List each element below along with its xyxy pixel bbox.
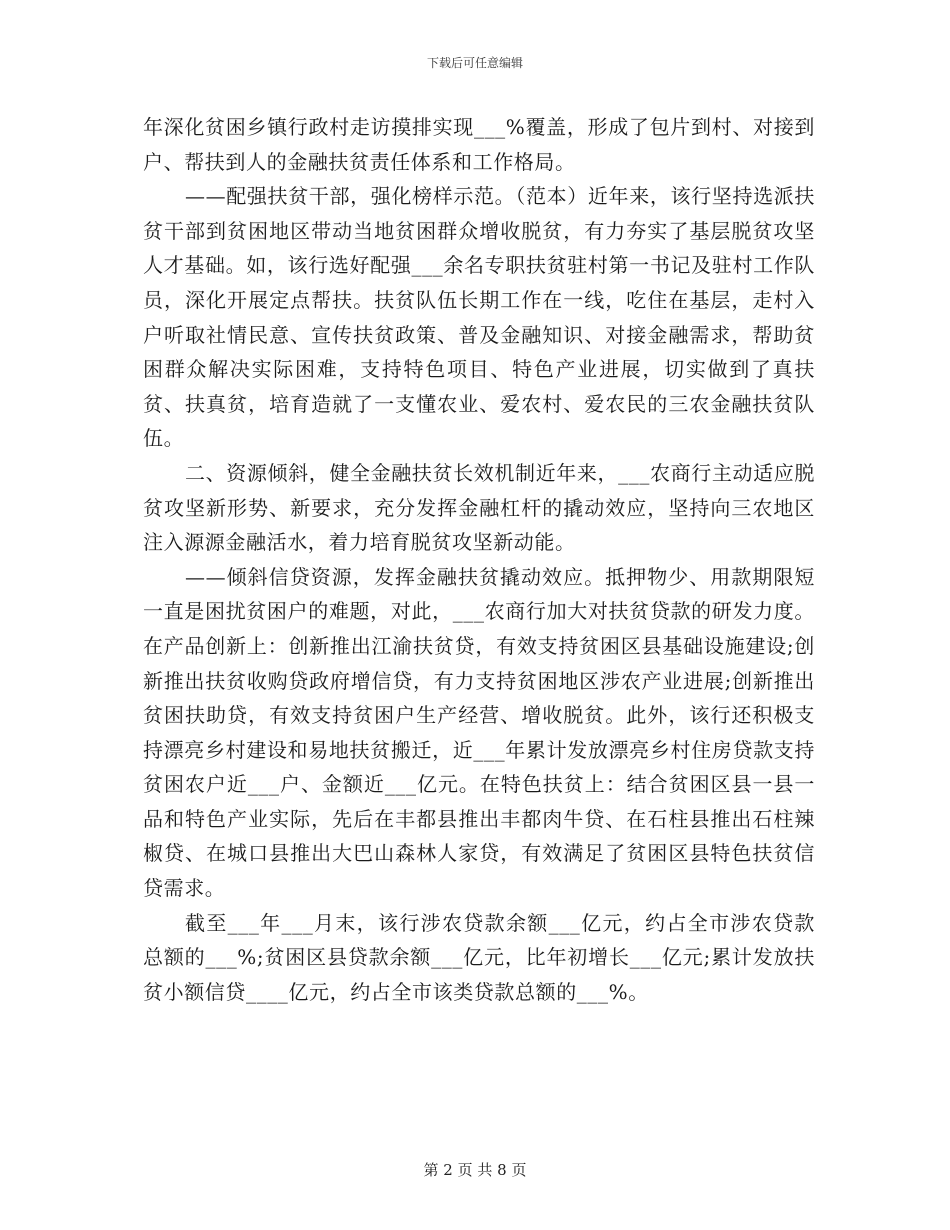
page-footer: 第 2 页 共 8 页 <box>423 1161 527 1179</box>
paragraph-4: ——倾斜信贷资源，发挥金融扶贫撬动效应。抵押物少、用款期限短一直是困扰贫困户的难题，对此，___农商行加大对扶贫贷款的研发力度。在产品创新上：创新推出江渝扶贫贷，有效支持贫困区县基础设施建设;创新推出扶贫收购贷政府增信贷，有力支持贫困地区涉农产业进展;创新推出贫困扶助贷，有效支持贫困户生产经营、增收脱贫。此外，该行还积极支持漂亮乡村建设和易地扶贫搬迁，近___年累计发放漂亮乡村住房贷款支持贫困农户近___户、金额近___亿元。在特色扶贫上：结合贫困区县一县一品和特色产业实际，先后在丰都县推出丰都肉牛贷、在石柱县推出石柱辣椒贷、在城口县推出大巴山森林人家贷，有效满足了贫困区县特色扶贫信贷需求。 <box>143 564 815 901</box>
page-header: 下载后可任意编辑 <box>426 56 523 70</box>
paragraph-5: 截至___年___月末，该行涉农贷款余额___亿元，约占全市涉农贷款总额的___%;贫困区县贷款余额___亿元，比年初增长___亿元;累计发放扶贫小额信贷____亿元，约占全市该类贷款总额的___%。 <box>143 910 815 1004</box>
paragraph-1: 年深化贫困乡镇行政村走访摸排实现___%覆盖，形成了包片到村、对接到户、帮扶到人的金融扶贫责任体系和工作格局。 <box>143 115 815 174</box>
document-body <box>143 110 815 1009</box>
paragraph-3: 二、资源倾斜，健全金融扶贫长效机制近年来，___农商行主动适应脱贫攻坚新形势、新要求，充分发挥金融杠杆的撬动效应，坚持向三农地区注入源源金融活水，着力培育脱贫攻坚新动能。 <box>143 460 815 555</box>
paragraph-2: ——配强扶贫干部，强化榜样示范。（范本）近年来，该行坚持选派扶贫干部到贫困地区带动当地贫困群众增收脱贫，有力夯实了基层脱贫攻坚人才基础。如，该行选好配强___余名专职扶贫驻村第一书记及驻村工作队员，深化开展定点帮扶。扶贫队伍长期工作在一线，吃住在基层，走村入户听取社情民意、宣传扶贫政策、普及金融知识、对接金融需求，帮助贫困群众解决实际困难，支持特色项目、特色产业进展，切实做到了真扶贫、扶真贫，培育造就了一支懂农业、爱农村、爱农民的三农金融扶贫队伍。 <box>143 184 815 451</box>
